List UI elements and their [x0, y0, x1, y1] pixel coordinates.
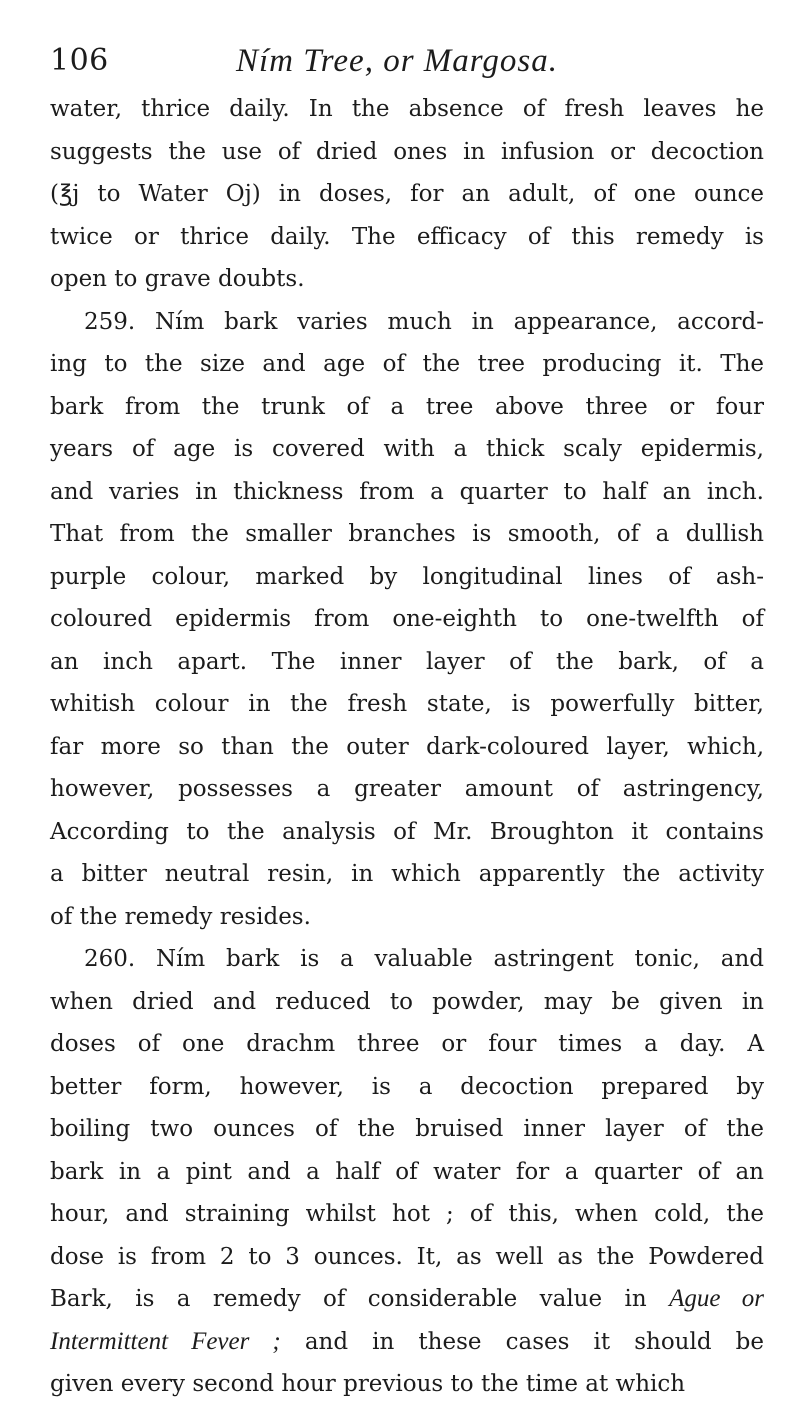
page-number: 106	[50, 43, 109, 78]
text-line	[50, 811, 764, 854]
text-segment: given every second hour previous to the time at which	[50, 1371, 686, 1397]
text-line	[50, 598, 764, 641]
text-segment: an inch apart. The inner layer of the bark, of a	[50, 648, 764, 675]
text-segment: (℥j to Water Oj) in doses, for an adult, of one ounce	[50, 181, 764, 207]
text-segment: years of age is covered with a thick scaly epidermis,	[50, 436, 764, 462]
text-line	[50, 981, 764, 1024]
text-line	[50, 1236, 764, 1279]
text-segment: hour, and straining whilst hot ; of this, when cold, the	[50, 1201, 764, 1227]
text-segment: a bitter neutral resin, in which apparently the activity	[50, 861, 764, 887]
text-line	[50, 471, 764, 514]
text-line	[50, 88, 764, 131]
running-header	[50, 36, 754, 86]
text-segment: doses of one drachm three or four times a day. A	[50, 1031, 764, 1057]
text-segment: water, thrice daily. In the absence of fresh leaves he	[50, 96, 764, 122]
text-line	[50, 726, 764, 769]
text-line	[50, 1321, 764, 1364]
text-line	[50, 1108, 764, 1151]
text-line	[50, 768, 764, 811]
text-segment: twice or thrice daily. The efficacy of this remedy is	[50, 223, 764, 250]
text-segment: of the remedy resides.	[50, 903, 311, 930]
italic-text: or	[720, 1285, 764, 1312]
text-line	[50, 258, 764, 301]
text-segment: however, possesses a greater amount of astringency,	[50, 776, 764, 802]
text-line	[50, 1023, 764, 1066]
body-text	[50, 88, 764, 1406]
text-line	[50, 301, 764, 344]
text-line	[50, 938, 764, 981]
text-line	[50, 853, 764, 896]
text-segment: Bark, is a remedy of considerable value in	[50, 1286, 670, 1312]
text-segment: boiling two ounces of the bruised inner layer of the	[50, 1116, 764, 1142]
text-segment: when dried and reduced to powder, may be given in	[50, 988, 764, 1015]
text-segment: That from the smaller branches is smooth, of a dullish	[50, 521, 764, 547]
text-line	[50, 1278, 764, 1321]
text-line	[50, 1193, 764, 1236]
text-line	[50, 1151, 764, 1194]
text-segment: ing to the size and age of the tree producing it. The	[50, 351, 764, 377]
text-segment: 259. Ním bark varies much in appearance, accord-	[84, 308, 764, 335]
text-segment: dose is from 2 to 3 ounces. It, as well as the Powdered	[50, 1243, 764, 1270]
text-line	[50, 513, 764, 556]
text-segment: better form, however, is a decoction prepared by	[50, 1073, 764, 1100]
text-line	[50, 216, 764, 259]
italic-text: Intermittent Fever ;	[50, 1327, 281, 1355]
text-segment: 260. Ním bark is a valuable astringent tonic, and	[84, 946, 764, 972]
italic-text: Ague	[669, 1285, 721, 1312]
text-segment: bark from the trunk of a tree above three or four	[50, 393, 764, 420]
text-line	[50, 343, 764, 386]
text-segment: open to grave doubts.	[50, 266, 305, 292]
text-segment: suggests the use of dried ones in infusion or decoction	[50, 138, 764, 165]
text-line	[50, 1066, 764, 1109]
text-line	[50, 131, 764, 174]
text-line	[50, 428, 764, 471]
text-line	[50, 173, 764, 216]
text-line	[50, 896, 764, 939]
text-segment: whitish colour in the fresh state, is powerfully bitter,	[50, 691, 764, 717]
running-title: Ním Tree, or Margosa.	[236, 43, 558, 79]
text-line	[50, 386, 764, 429]
text-segment: far more so than the outer dark-coloured layer, which,	[50, 733, 764, 760]
text-segment: and varies in thickness from a quarter to half an inch.	[50, 478, 764, 505]
text-segment: coloured epidermis from one-eighth to one-twelfth of	[50, 606, 764, 632]
text-segment: purple colour, marked by longitudinal lines of ash-	[50, 563, 764, 590]
text-line	[50, 683, 764, 726]
text-line	[50, 556, 764, 599]
text-segment: According to the analysis of Mr. Broughton it contains	[50, 818, 764, 845]
text-segment: and in these cases it should be	[280, 1328, 764, 1355]
text-line	[50, 1363, 764, 1406]
text-segment: bark in a pint and a half of water for a quarter of an	[50, 1158, 764, 1185]
text-line	[50, 641, 764, 684]
